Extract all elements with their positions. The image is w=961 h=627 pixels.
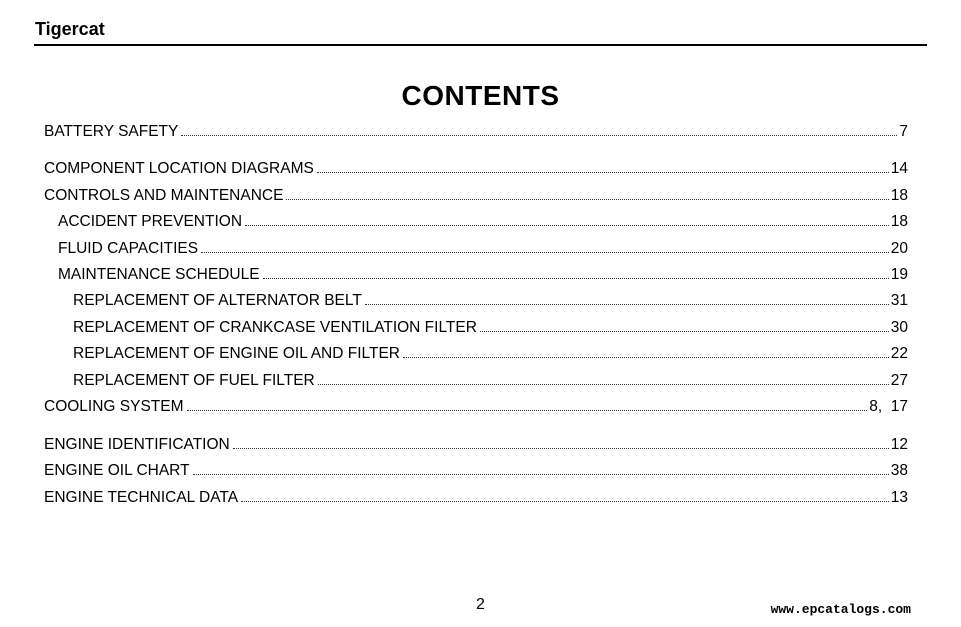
toc-dot-leader <box>318 384 889 385</box>
toc-entry-page: 27 <box>890 372 908 389</box>
toc-entry-page: 18 <box>890 213 908 230</box>
toc-entry-label: ENGINE TECHNICAL DATA <box>44 489 239 506</box>
toc-entry[interactable] <box>44 187 908 205</box>
toc-entry-page: 7 <box>899 123 908 140</box>
header-divider <box>34 44 927 46</box>
toc-entry-label: REPLACEMENT OF ENGINE OIL AND FILTER <box>73 345 400 362</box>
toc-entry[interactable] <box>73 345 908 363</box>
toc-entry[interactable] <box>44 462 908 480</box>
toc-dot-leader <box>181 135 897 136</box>
toc-dot-leader <box>365 304 889 305</box>
toc-dot-leader <box>403 357 889 358</box>
toc-dot-leader <box>286 199 888 200</box>
header-brand: Tigercat <box>35 19 105 39</box>
toc-entry-label: FLUID CAPACITIES <box>58 240 199 257</box>
toc-dot-leader <box>317 172 889 173</box>
toc-dot-leader <box>480 331 889 332</box>
toc-entry[interactable] <box>73 372 908 390</box>
toc-entry-label: MAINTENANCE SCHEDULE <box>58 266 260 283</box>
toc-dot-leader <box>193 474 889 475</box>
toc-entry[interactable] <box>58 213 908 231</box>
toc-entry-label: ENGINE IDENTIFICATION <box>44 436 230 453</box>
toc-entry-label: REPLACEMENT OF ALTERNATOR BELT <box>73 292 362 309</box>
toc-dot-leader <box>241 501 889 502</box>
toc-entry-label: BATTERY SAFETY <box>44 123 179 140</box>
toc-entry[interactable] <box>44 398 908 416</box>
toc-entry-page: 14 <box>890 160 908 177</box>
toc-entry-page: 19 <box>890 266 908 283</box>
page-number: 2 <box>476 596 485 613</box>
toc-entry[interactable] <box>58 266 908 284</box>
toc-entry[interactable] <box>44 123 908 141</box>
toc-entry[interactable] <box>73 292 908 310</box>
toc-entry-page: 31 <box>890 292 908 309</box>
toc-dot-leader <box>233 448 889 449</box>
toc-dot-leader <box>245 225 889 226</box>
page-title: CONTENTS <box>401 80 560 111</box>
toc-entry-page: 20 <box>890 240 908 257</box>
toc-entry[interactable] <box>44 436 908 454</box>
watermark-url: www.epcatalogs.com <box>770 602 911 617</box>
toc-entry-label: REPLACEMENT OF CRANKCASE VENTILATION FILTER <box>73 319 477 336</box>
toc-entry-page: 18 <box>890 187 908 204</box>
toc-entry-label: ACCIDENT PREVENTION <box>58 213 243 230</box>
toc-entry-page: 38 <box>890 462 908 479</box>
toc-entry-page: 30 <box>890 319 908 336</box>
toc-entry-page: 13 <box>890 489 908 506</box>
toc-entry-label: COOLING SYSTEM <box>44 398 184 415</box>
toc-entry-page: 12 <box>890 436 908 453</box>
toc-entry-label: ENGINE OIL CHART <box>44 462 190 479</box>
toc-entry-page: 8, 17 <box>869 398 908 415</box>
toc-entry[interactable] <box>58 240 908 258</box>
toc-entry[interactable] <box>73 319 908 337</box>
toc-entry[interactable] <box>44 489 908 507</box>
toc-dot-leader <box>201 252 889 253</box>
toc-entry-label: CONTROLS AND MAINTENANCE <box>44 187 284 204</box>
toc-dot-leader <box>187 410 868 411</box>
toc-dot-leader <box>263 278 889 279</box>
toc-entry[interactable] <box>44 160 908 178</box>
toc-entry-label: COMPONENT LOCATION DIAGRAMS <box>44 160 314 177</box>
toc-entry-page: 22 <box>890 345 908 362</box>
toc-entry-label: REPLACEMENT OF FUEL FILTER <box>73 372 315 389</box>
